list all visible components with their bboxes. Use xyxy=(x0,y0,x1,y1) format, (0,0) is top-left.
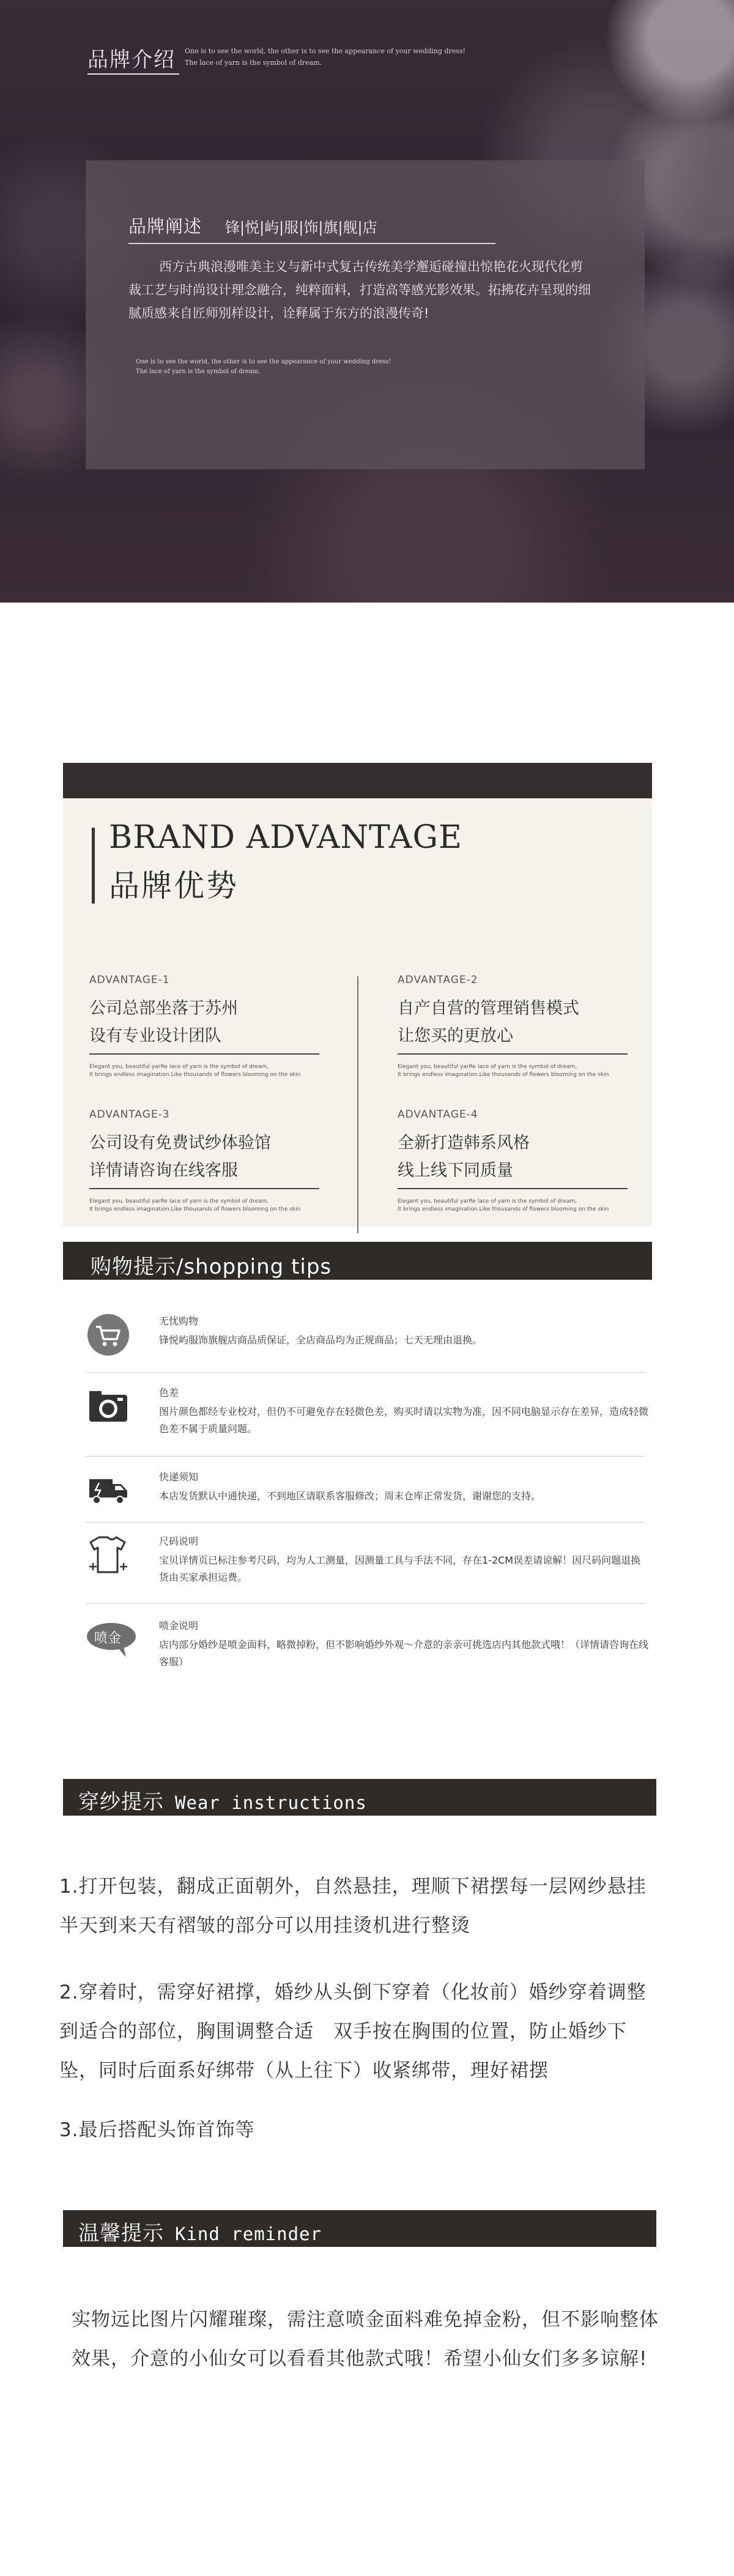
tip-body: 本店发货默认中通快递，不到地区请联系客服修改；周末仓库正常发货，谢谢您的支持。 xyxy=(159,1490,541,1502)
wear-title xyxy=(78,1785,367,1815)
reminder-text: 实物远比图片闪耀璀璨，需注意喷金面料难免掉金粉，但不影响整体效果，介意的小仙女可以看看其他款式哦！希望小仙女们多多谅解! xyxy=(72,2309,659,2370)
statement-subtitle xyxy=(136,357,478,377)
tip-body: 图片颜色都经专业校对，但仍不可避免存在轻微色差，购买时请以实物为准，因不同电脑显示存在差异，造成轻微色差不属于质量问题。 xyxy=(159,1406,649,1435)
note-line: Elegant you, beautiful yarRe lace of yarn is the symbol of dream, xyxy=(398,1064,577,1070)
advantage-line: 自产自营的管理销售模式 xyxy=(398,999,579,1018)
note-line: It brings endless imagination.Like thousands of flowers blooming on the skin xyxy=(89,1072,301,1078)
subtitle-line: The lace of yarn is the symbol of dream. xyxy=(185,59,322,67)
advantage-tag: ADVANTAGE-4 xyxy=(398,1108,478,1121)
statement-underline xyxy=(128,243,495,244)
advantage-line: 公司总部坐落于苏州 xyxy=(89,999,238,1018)
title-en: Kind reminder xyxy=(175,2224,322,2244)
store-name: 锋|悦|屿|服|饰|旗|舰|店 xyxy=(225,219,377,236)
tip-separator xyxy=(86,1456,645,1457)
tip-body: 宝贝详情页已标注参考尺码，均为人工测量，因测量工具与手法不同，存在1-2CM误差请谅解！因尺码问题退换货由买家承担运费。 xyxy=(159,1554,641,1583)
note-line: Elegant you, beautiful yarRe lace of yarn is the symbol of dream, xyxy=(398,1198,577,1204)
advantage-title-zh: 品牌优势 xyxy=(109,868,239,904)
kind-reminder-bar xyxy=(63,2210,656,2247)
advantage-rule xyxy=(89,1053,319,1055)
tip-item xyxy=(86,1617,648,1684)
advantage-rule xyxy=(398,1188,628,1189)
subtitle-line: One is to see the world, the other is to see the appearance of your wedding dress! xyxy=(185,47,465,55)
advantage-line: 全新打造韩系风格 xyxy=(398,1134,530,1153)
wear-step: 1.打开包装，翻成正面朝外，自然悬挂，理顺下裙摆每一层网纱悬挂半天到来天有褶皱的部分可以用挂烫机进行整烫 xyxy=(59,1876,647,1937)
brand-statement-box xyxy=(86,160,645,469)
title-en: Wear instructions xyxy=(175,1792,367,1813)
advantage-accent-bar xyxy=(92,828,95,904)
note-line: Elegant you, beautiful yarRe lace of yarn is the symbol of dream, xyxy=(89,1198,269,1204)
advantage-top-bar xyxy=(63,763,652,798)
tip-heading: 色差 xyxy=(159,1387,179,1398)
cart-icon xyxy=(86,1312,131,1357)
tip-separator xyxy=(86,1372,645,1373)
advantage-item xyxy=(89,974,322,1079)
section-title: 品牌介绍 xyxy=(87,48,176,72)
wear-instructions-bar xyxy=(63,1779,656,1816)
statement-body: 西方古典浪漫唯美主义与新中式复古传统美学邂逅碰撞出惊艳花火现代化剪裁工艺与时尚设计理念融合，纯粹面料，打造高等感光影效果。拓拂花卉呈现的细腻质感来自匠师别样设计，诠释属于东方的浪漫传奇! xyxy=(128,259,591,321)
title-zh: 温馨提示 xyxy=(78,2221,164,2246)
wear-step: 3.最后搭配头饰首饰等 xyxy=(59,2119,255,2141)
subtitle-line: One is to see the world, the other is to see the appearance of your wedding dress! xyxy=(136,358,391,365)
advantage-line: 线上线下同质量 xyxy=(398,1161,513,1180)
advantage-divider xyxy=(357,976,358,1233)
advantage-item xyxy=(398,1108,630,1214)
advantage-note xyxy=(398,1198,630,1214)
tip-separator xyxy=(86,1522,645,1523)
advantage-note xyxy=(89,1198,322,1214)
tip-item xyxy=(86,1532,648,1605)
tip-heading: 喷金说明 xyxy=(159,1620,199,1631)
tip-body: 店内部分婚纱是喷金面料，略微掉粉，但不影响婚纱外观～介意的亲亲可挑选店内其他款式哦！（详情请咨询在线客服） xyxy=(159,1639,649,1668)
tip-body: 锋悦屿服饰旗舰店商品质保证，全店商品均为正规商品；七天无理由退换。 xyxy=(159,1334,483,1346)
tip-item xyxy=(86,1468,648,1523)
truck-icon xyxy=(86,1468,131,1513)
badge-label: 喷金 xyxy=(94,1631,122,1646)
note-line: It brings endless imagination.Like thousands of flowers blooming on the skin xyxy=(398,1072,609,1078)
subtitle-line: The lace of yarn is the symbol of dream. xyxy=(136,368,261,375)
spray-gold-badge-icon xyxy=(86,1617,131,1662)
advantage-rule xyxy=(89,1188,319,1189)
tip-heading: 尺码说明 xyxy=(159,1535,199,1547)
statement-title: 品牌阐述 xyxy=(128,216,202,237)
note-line: It brings endless imagination.Like thousands of flowers blooming on the skin xyxy=(398,1206,609,1212)
tip-heading: 快递须知 xyxy=(159,1471,199,1483)
note-line: It brings endless imagination.Like thousands of flowers blooming on the skin xyxy=(89,1206,301,1212)
tip-separator xyxy=(86,1603,645,1604)
advantage-rule xyxy=(398,1053,628,1055)
tip-item xyxy=(86,1384,648,1457)
advantage-tag: ADVANTAGE-2 xyxy=(398,974,478,986)
shopping-tips-title: 购物提示/shopping tips xyxy=(91,1255,332,1279)
camera-icon xyxy=(86,1384,131,1429)
advantage-note xyxy=(398,1063,630,1079)
tip-heading: 无忧购物 xyxy=(159,1315,199,1327)
advantage-line: 让您买的更放心 xyxy=(398,1026,513,1045)
advantage-line: 详情请咨询在线客服 xyxy=(89,1161,238,1180)
note-line: Elegant you, beautiful yarRe lace of yarn is the symbol of dream, xyxy=(89,1064,269,1070)
brand-intro-section xyxy=(0,0,734,603)
advantage-note xyxy=(89,1063,322,1079)
shirt-size-icon xyxy=(86,1532,131,1578)
wear-step: 2.穿着时，需穿好裙撑，婚纱从头倒下穿着（化妆前）婚纱穿着调整到适合的部位，胸围调整合适 双手按在胸围的位置，防止婚纱下坠，同时后面系好绑带（从上往下）收紧绑带，理好裙摆 xyxy=(59,1981,647,2082)
advantage-item xyxy=(398,974,630,1079)
hero-subtitle xyxy=(185,45,478,69)
advantage-item xyxy=(89,1108,322,1214)
advantage-title-en: BRAND ADVANTAGE xyxy=(109,819,462,856)
title-zh: 穿纱提示 xyxy=(78,1790,164,1814)
advantage-tag: ADVANTAGE-1 xyxy=(89,974,170,986)
advantage-tag: ADVANTAGE-3 xyxy=(89,1108,170,1121)
advantage-line: 公司设有免费试纱体验馆 xyxy=(89,1134,271,1153)
title-underline xyxy=(87,73,179,75)
tip-item xyxy=(86,1312,648,1373)
reminder-title xyxy=(78,2216,322,2246)
advantage-line: 设有专业设计团队 xyxy=(89,1026,221,1045)
